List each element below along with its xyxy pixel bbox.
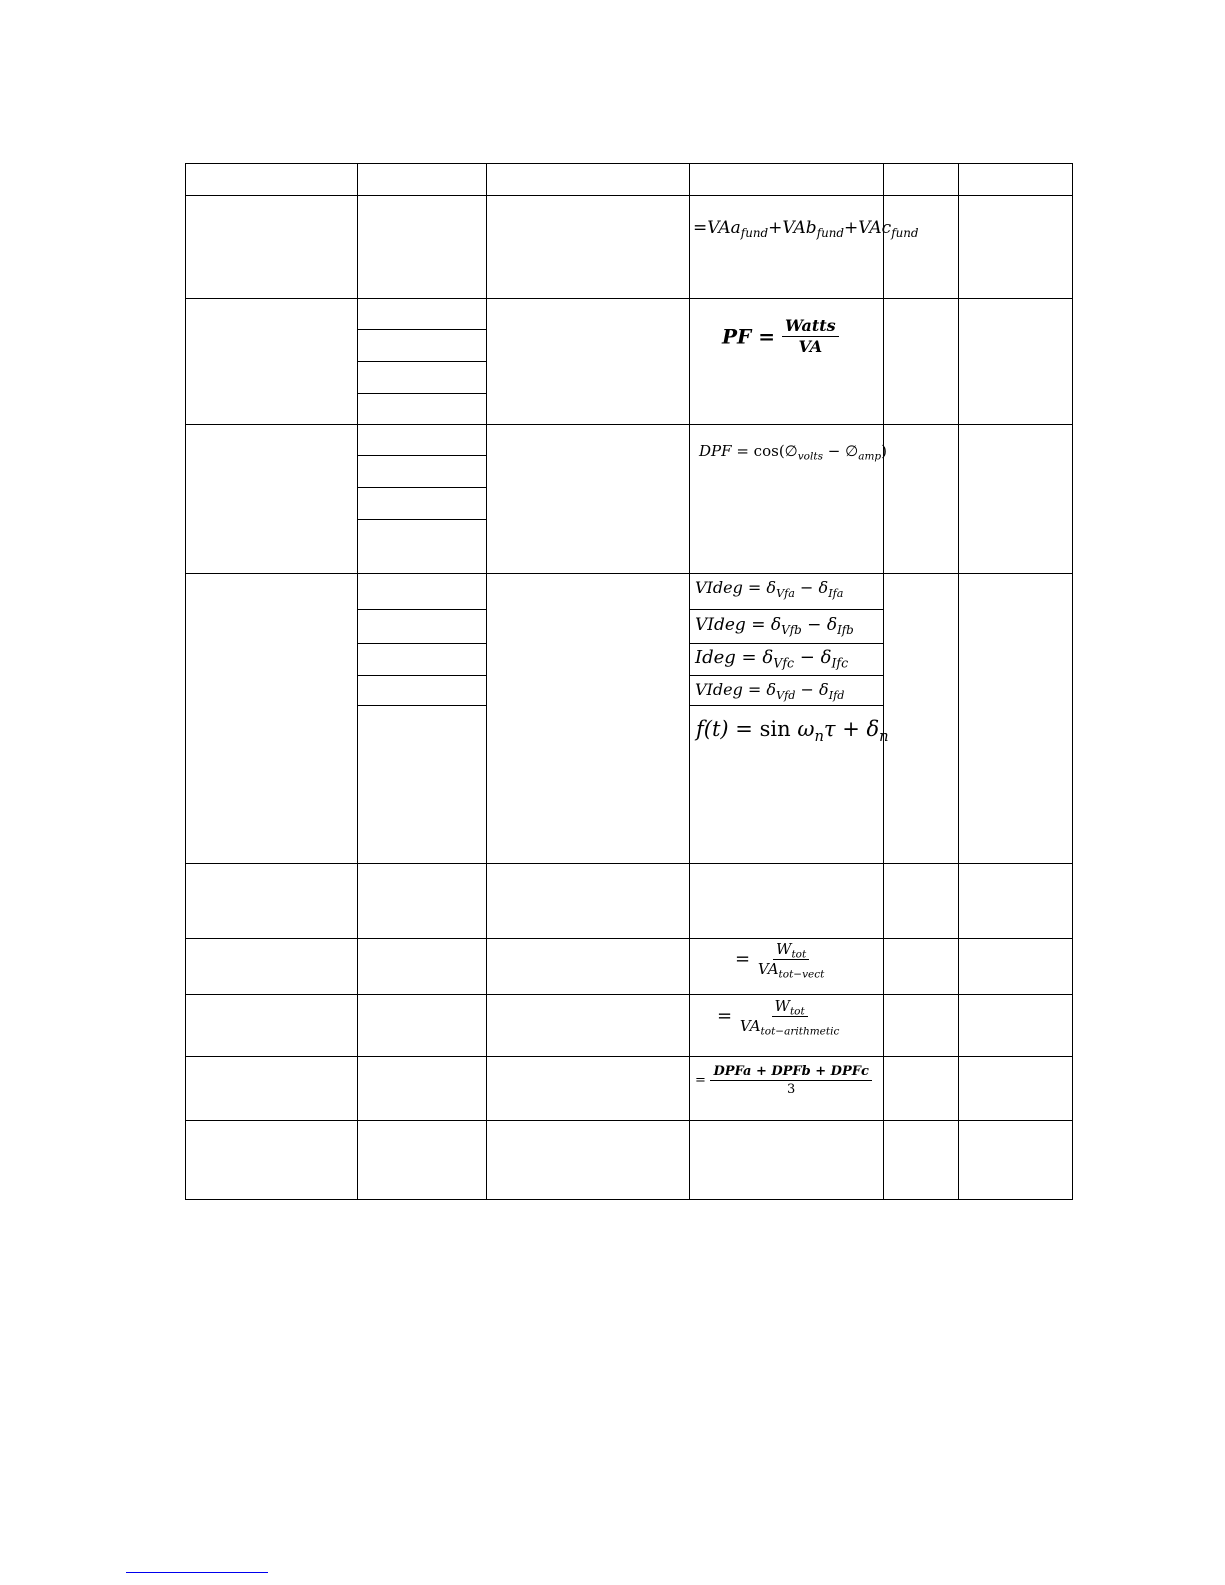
term-videg: VIdeg	[695, 680, 743, 699]
formula-videg-b	[695, 615, 854, 638]
equals-sign: =	[747, 680, 762, 699]
formula-divider	[689, 643, 884, 644]
equals-sign: =	[695, 1073, 706, 1088]
formula-dpf-average	[695, 1065, 872, 1096]
table-border-right	[1072, 163, 1073, 1200]
equals-sign: =	[758, 324, 775, 349]
formula-divider	[689, 609, 884, 610]
omega-symbol: ω	[797, 717, 815, 741]
sub-row-divider	[357, 393, 487, 394]
equals-sign: =	[741, 647, 757, 668]
subscript: Vfb	[781, 623, 802, 638]
equals-sign: =	[717, 1005, 733, 1027]
minus-sign: −	[827, 442, 841, 460]
subscript: Vfc	[773, 655, 795, 671]
denominator: VA	[798, 337, 823, 356]
denominator: 3	[787, 1082, 796, 1097]
subscript: Ifc	[831, 655, 849, 671]
delta-symbol: δ	[770, 615, 782, 635]
plus-sign: +	[844, 218, 859, 238]
column-divider	[486, 163, 487, 1200]
sub-row-divider	[357, 643, 487, 644]
subscript: tot−vect	[778, 968, 825, 981]
row-divider	[185, 424, 1073, 425]
cos-function: cos	[753, 442, 779, 460]
subscript: Ifd	[828, 688, 845, 702]
delta-symbol: δ	[826, 615, 838, 635]
equals-sign: =	[747, 578, 762, 597]
subscript: amp	[858, 450, 882, 463]
phi-symbol: ∅	[845, 442, 859, 460]
plus-sign: +	[842, 717, 860, 741]
equals-sign: =	[735, 717, 753, 741]
subscript: tot	[791, 948, 807, 961]
sub-row-divider	[357, 609, 487, 610]
footnote-separator	[126, 1572, 268, 1573]
column-divider	[357, 163, 358, 1200]
subscript: fund	[816, 226, 845, 241]
delta-symbol: δ	[866, 717, 880, 741]
term-vaa: VAa	[707, 218, 741, 238]
equals-sign: =	[736, 442, 749, 460]
subscript: Ifa	[828, 586, 844, 600]
term-w: W	[776, 940, 792, 958]
sub-row-divider	[357, 361, 487, 362]
formula-va-fund-total	[693, 218, 919, 241]
delta-symbol: δ	[820, 647, 832, 668]
sub-row-divider	[357, 329, 487, 330]
term-pf: PF	[722, 324, 752, 349]
row-divider	[185, 938, 1073, 939]
denominator	[737, 1017, 842, 1038]
equals-sign: =	[751, 615, 766, 635]
term-ideg: Ideg	[695, 647, 736, 668]
numerator	[773, 942, 809, 960]
row-divider	[185, 1056, 1073, 1057]
delta-symbol: δ	[819, 680, 829, 699]
subscript: Vfa	[776, 586, 795, 600]
formula-divider	[689, 675, 884, 676]
sub-row-divider	[357, 455, 487, 456]
column-divider	[689, 163, 690, 1200]
numerator: DPFa + DPFb + DPFc	[710, 1065, 871, 1081]
sub-row-divider	[357, 705, 487, 706]
term-vac: VAc	[858, 218, 892, 238]
numerator: Watts	[782, 318, 839, 337]
delta-symbol: δ	[762, 647, 774, 668]
plus-sign: +	[768, 218, 783, 238]
fraction	[755, 940, 827, 981]
formula-sine-wave	[696, 717, 889, 746]
phi-symbol: ∅	[784, 442, 798, 460]
equals-sign: =	[693, 218, 708, 238]
numerator	[772, 999, 808, 1017]
row-divider	[185, 1120, 1073, 1121]
subscript: Vfd	[776, 688, 796, 702]
row-divider	[185, 195, 1073, 196]
subscript: tot−arithmetic	[760, 1025, 840, 1038]
row-divider	[185, 994, 1073, 995]
term-videg: VIdeg	[695, 615, 746, 635]
subscript: fund	[740, 226, 769, 241]
denominator	[755, 960, 827, 981]
formula-divider	[689, 705, 884, 706]
minus-sign: −	[800, 680, 814, 699]
term-va: VA	[757, 960, 779, 978]
minus-sign: −	[800, 578, 814, 597]
fraction	[782, 318, 839, 355]
formula-pf-arithmetic	[717, 997, 842, 1038]
subscript: n	[814, 728, 824, 746]
term-va: VA	[739, 1017, 761, 1035]
fraction	[710, 1065, 871, 1096]
term-w: W	[774, 997, 790, 1015]
column-divider	[883, 163, 884, 1200]
minus-sign: −	[799, 647, 815, 668]
term-videg: VIdeg	[695, 578, 743, 597]
table-border-left	[185, 163, 186, 1200]
delta-symbol: δ	[766, 578, 777, 597]
formula-ideg-c	[695, 647, 849, 671]
subscript: Ifb	[837, 623, 854, 638]
column-divider	[958, 163, 959, 1200]
subscript: n	[879, 728, 889, 746]
formula-dpf: DPF = $\cos(\emptyset_{volts}$ − $\emptyset_{amp}$)	[699, 442, 888, 463]
delta-symbol: δ	[818, 578, 829, 597]
sub-row-divider	[357, 519, 487, 520]
formula-power-factor	[722, 318, 839, 355]
minus-sign: −	[807, 615, 822, 635]
sub-row-divider	[357, 487, 487, 488]
table-border-top	[185, 163, 1073, 164]
delta-symbol: δ	[766, 680, 777, 699]
formula-videg-d	[695, 680, 845, 702]
subscript: fund	[891, 226, 919, 241]
term-vab: VAb	[782, 218, 817, 238]
term-f-of-t: f(t)	[696, 717, 729, 741]
tau-symbol: τ	[823, 717, 836, 741]
sub-row-divider	[357, 675, 487, 676]
formula-videg-a	[695, 578, 844, 600]
row-divider	[185, 298, 1073, 299]
subscript: tot	[789, 1005, 805, 1018]
table-border-bottom	[185, 1199, 1073, 1200]
term-dpf: DPF	[699, 442, 732, 460]
formula-pf-vector	[735, 940, 827, 981]
sin-function: sin	[759, 717, 791, 741]
equals-sign: =	[735, 948, 751, 970]
row-divider	[185, 863, 1073, 864]
row-divider	[185, 573, 1073, 574]
fraction	[737, 997, 842, 1038]
subscript: volts	[797, 450, 823, 463]
